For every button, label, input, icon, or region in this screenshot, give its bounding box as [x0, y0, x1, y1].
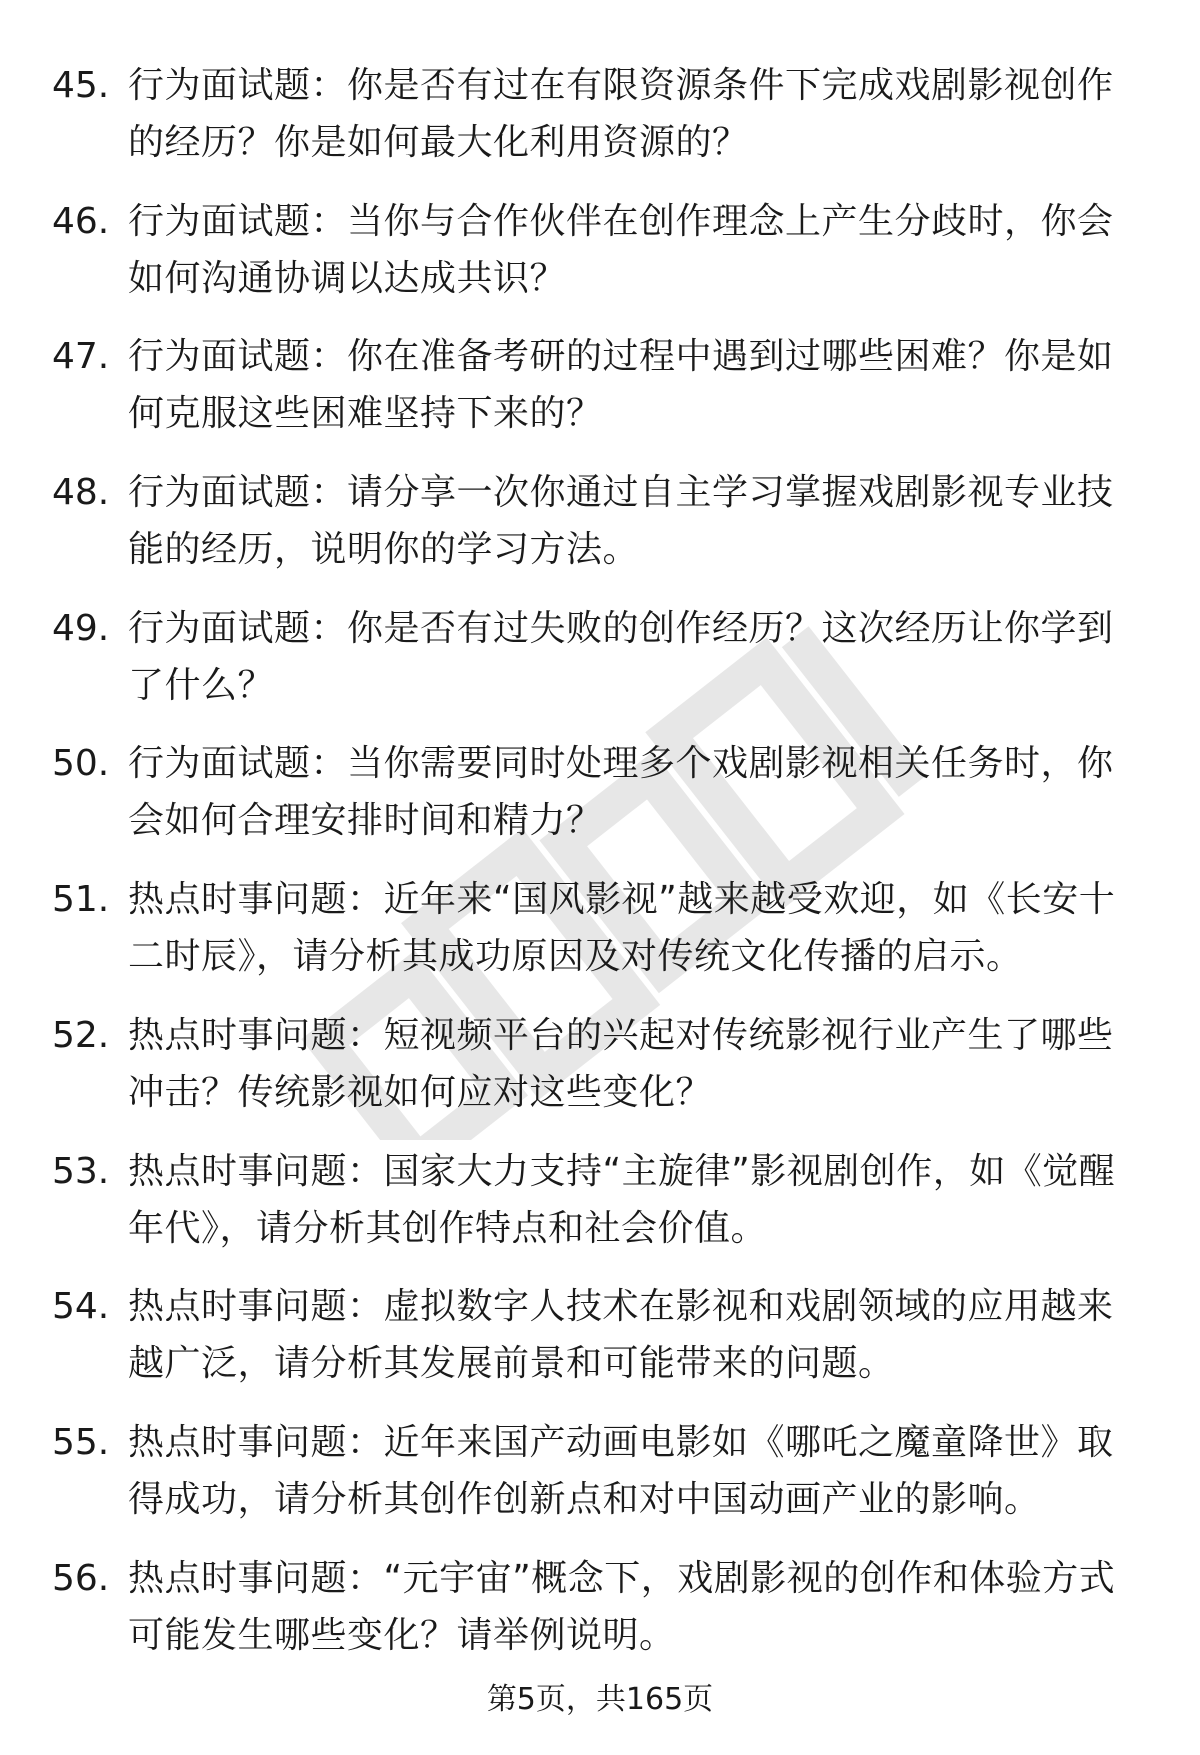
page-number-label: 第5页，共165页	[486, 1682, 714, 1717]
question-text: 行为面试题：请分享一次你通过自主学习掌握戏剧影视专业技能的经历，说明你的学习方法。	[128, 472, 1114, 571]
question-number: 53.	[52, 1150, 110, 1192]
question-item	[0, 871, 1200, 1007]
question-number: 49.	[52, 607, 110, 649]
question-item	[0, 193, 1200, 329]
question-text: 行为面试题：你在准备考研的过程中遇到过哪些困难？你是如何克服这些困难坚持下来的？	[128, 336, 1114, 435]
question-text: 行为面试题：当你与合作伙伴在创作理念上产生分歧时，你会如何沟通协调以达成共识？	[128, 200, 1114, 299]
question-number: 47.	[52, 336, 110, 378]
question-number: 50.	[52, 743, 110, 785]
question-number: 55.	[52, 1421, 110, 1463]
question-number: 54.	[52, 1286, 110, 1328]
question-list	[0, 57, 1200, 1685]
question-item	[0, 600, 1200, 736]
question-item	[0, 57, 1200, 193]
question-item	[0, 328, 1200, 464]
question-item	[0, 1143, 1200, 1279]
question-number: 48.	[52, 472, 110, 514]
question-number: 51.	[52, 879, 110, 921]
question-text: 热点时事问题：短视频平台的兴起对传统影视行业产生了哪些冲击？传统影视如何应对这些变化？	[128, 1014, 1114, 1113]
question-number: 52.	[52, 1014, 110, 1056]
question-item	[0, 735, 1200, 871]
question-text: 热点时事问题：国家大力支持“主旋律”影视剧创作，如《觉醒年代》，请分析其创作特点和社会价值。	[128, 1150, 1116, 1249]
question-item	[0, 1414, 1200, 1550]
page-footer	[0, 1680, 1200, 1720]
question-number: 45.	[52, 65, 110, 106]
question-item	[0, 1278, 1200, 1414]
question-text: 热点时事问题：近年来国产动画电影如《哪吒之魔童降世》取得成功，请分析其创作创新点和对中国动画产业的影响。	[128, 1421, 1114, 1520]
question-text: 行为面试题：当你需要同时处理多个戏剧影视相关任务时，你会如何合理安排时间和精力？	[128, 743, 1114, 842]
question-text: 行为面试题：你是否有过在有限资源条件下完成戏剧影视创作的经历？你是如何最大化利用资源的？	[128, 65, 1114, 163]
question-text: 行为面试题：你是否有过失败的创作经历？这次经历让你学到了什么？	[128, 607, 1114, 706]
question-number: 46.	[52, 200, 110, 242]
question-text: 热点时事问题：虚拟数字人技术在影视和戏剧领域的应用越来越广泛，请分析其发展前景和可能带来的问题。	[128, 1286, 1114, 1385]
question-number: 56.	[52, 1557, 110, 1599]
question-item	[0, 1550, 1200, 1686]
question-text: 热点时事问题：“元宇宙”概念下，戏剧影视的创作和体验方式可能发生哪些变化？请举例说明。	[128, 1557, 1116, 1656]
question-item	[0, 464, 1200, 600]
question-item	[0, 1007, 1200, 1143]
question-text: 热点时事问题：近年来“国风影视”越来越受欢迎，如《长安十二时辰》，请分析其成功原因及对传统文化传播的启示。	[128, 879, 1116, 978]
